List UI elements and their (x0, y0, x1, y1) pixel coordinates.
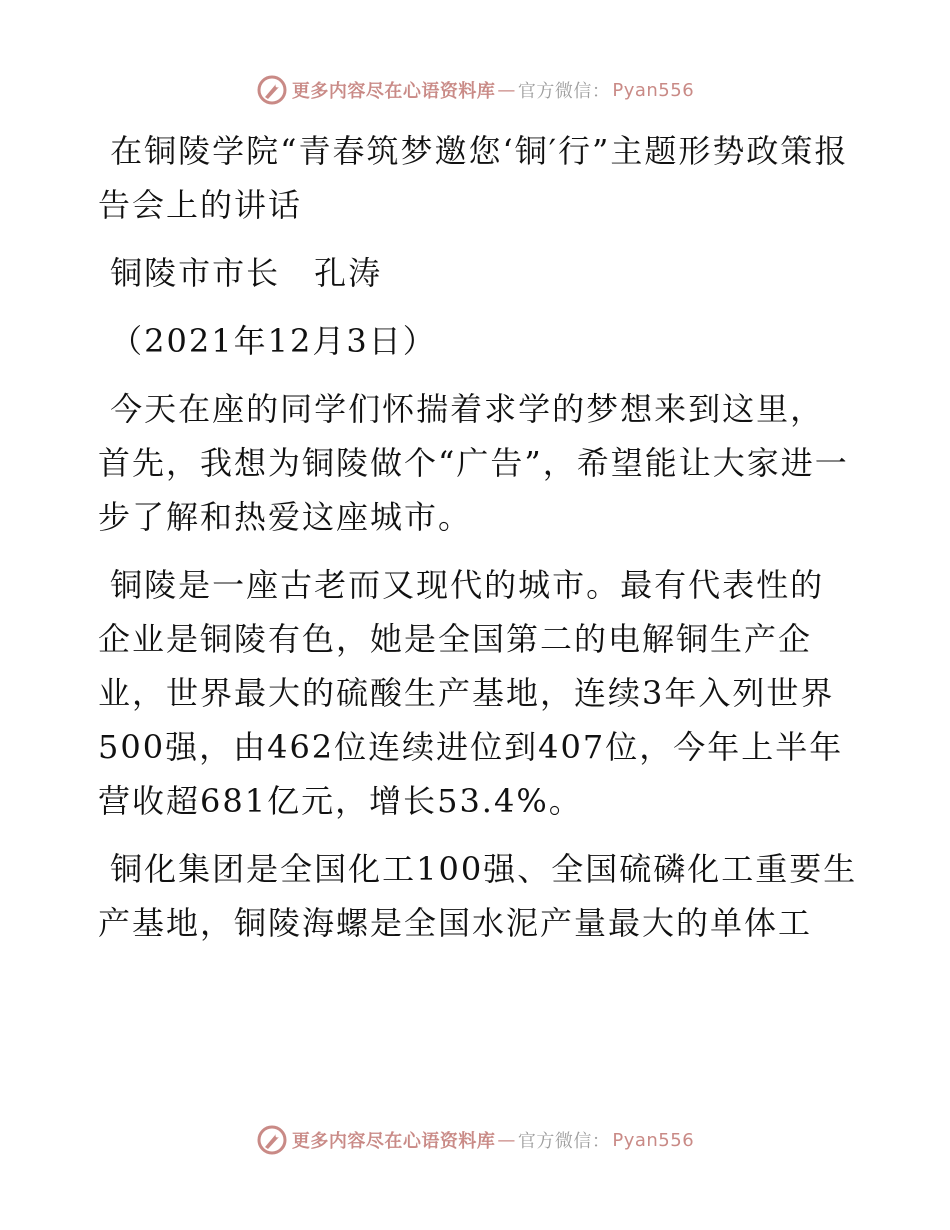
document-title: 在铜陵学院“青春筑梦邀您‘铜′行”主题形势政策报告会上的讲话 (98, 132, 849, 224)
watermark-dash: — (497, 79, 516, 101)
document-date: （2021年12月3日） (98, 322, 437, 360)
watermark-brand: 更多内容尽在心语资料库 (291, 1131, 496, 1152)
watermark-wechat-id: Pyan556 (612, 1129, 695, 1151)
paragraph: 铜化集团是全国化工100强、全国硫磷化工重要生产基地，铜陵海螺是全国水泥产量最大的单体工 (98, 850, 858, 942)
watermark-official-label: 官方微信： (517, 81, 611, 102)
footer-watermark (0, 1120, 950, 1160)
pen-nib-logo-icon (256, 74, 288, 106)
watermark-brand: 更多内容尽在心语资料库 (291, 81, 496, 102)
watermark-wechat-id: Pyan556 (612, 79, 695, 101)
paragraph: 铜陵是一座古老而又现代的城市。最有代表性的企业是铜陵有色，她是全国第二的电解铜生产企业，世界最大的硫酸生产基地，连续3年入列世界500强，由462位连续进位到407位，今年上半年营收超681亿元，增长53.4%。 (98, 566, 844, 820)
pen-nib-logo-icon (256, 1124, 288, 1156)
document-speaker: 铜陵市市长 孔涛 (98, 254, 383, 292)
header-watermark (0, 70, 950, 110)
paragraph: 今天在座的同学们怀揣着求学的梦想来到这里，首先，我想为铜陵做个“广告”，希望能让大家进一步了解和热爱这座城市。 (98, 390, 849, 536)
watermark-dash: — (497, 1129, 516, 1151)
document-body (98, 124, 858, 964)
watermark-official-label: 官方微信： (517, 1131, 611, 1152)
